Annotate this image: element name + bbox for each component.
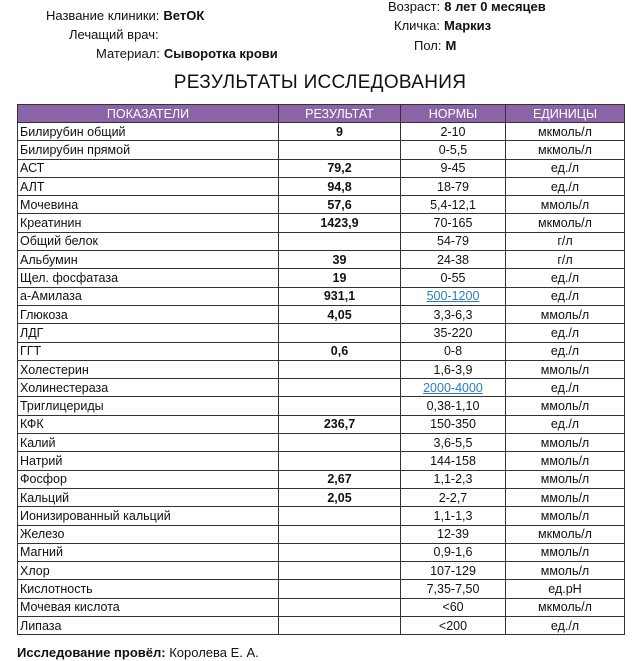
norm-range: 2-2,7 bbox=[401, 488, 506, 506]
norm-range: 54-79 bbox=[401, 232, 506, 250]
unit: мкмоль/л bbox=[506, 123, 625, 141]
table-row bbox=[18, 488, 625, 506]
parameter-name: Мочевина bbox=[18, 196, 279, 214]
report-title: РЕЗУЛЬТАТЫ ИССЛЕДОВАНИЯ bbox=[173, 72, 467, 93]
age-label: Возраст: bbox=[388, 0, 441, 14]
pet-name-value: Маркиз bbox=[444, 18, 492, 33]
table-row bbox=[18, 196, 625, 214]
norm-range: 7,35-7,50 bbox=[401, 580, 506, 598]
result-value: 931,1 bbox=[279, 287, 401, 305]
norm-range: 0-8 bbox=[401, 342, 506, 360]
unit: ммоль/л bbox=[506, 562, 625, 580]
doctor-row bbox=[69, 27, 163, 42]
table-row bbox=[18, 470, 625, 488]
table-row bbox=[18, 598, 625, 616]
table-row bbox=[18, 305, 625, 323]
norm-range: 0-55 bbox=[401, 269, 506, 287]
table-row bbox=[18, 397, 625, 415]
clinic-row bbox=[46, 8, 204, 23]
result-value: 1423,9 bbox=[279, 214, 401, 232]
result-value: 9 bbox=[279, 123, 401, 141]
table-row bbox=[18, 141, 625, 159]
unit: ед./л bbox=[506, 269, 625, 287]
norm-range: 1,1-1,3 bbox=[401, 507, 506, 525]
parameter-name: Железо bbox=[18, 525, 279, 543]
unit: ед./л bbox=[506, 617, 625, 635]
norm-range: 107-129 bbox=[401, 562, 506, 580]
parameter-name: Мочевая кислота bbox=[18, 598, 279, 616]
footer-value: Королева Е. А. bbox=[169, 645, 259, 660]
result-value bbox=[279, 525, 401, 543]
column-header-parameter: ПОКАЗАТЕЛИ bbox=[18, 105, 279, 123]
norm-range: 3,6-5,5 bbox=[401, 434, 506, 452]
result-value bbox=[279, 452, 401, 470]
parameter-name: Билирубин прямой bbox=[18, 141, 279, 159]
result-value bbox=[279, 507, 401, 525]
table-row bbox=[18, 525, 625, 543]
table-row bbox=[18, 562, 625, 580]
norm-range: 150-350 bbox=[401, 415, 506, 433]
unit: ед./л bbox=[506, 177, 625, 195]
unit: ммоль/л bbox=[506, 470, 625, 488]
parameter-name: Креатинин bbox=[18, 214, 279, 232]
sex-label: Пол: bbox=[414, 38, 442, 53]
unit: ммоль/л bbox=[506, 543, 625, 561]
unit: ммоль/л bbox=[506, 397, 625, 415]
norm-range: 1,6-3,9 bbox=[401, 360, 506, 378]
table-row bbox=[18, 434, 625, 452]
unit: ед./л bbox=[506, 159, 625, 177]
parameter-name: Кальций bbox=[18, 488, 279, 506]
norm-range: 70-165 bbox=[401, 214, 506, 232]
table-row bbox=[18, 379, 625, 397]
result-value bbox=[279, 397, 401, 415]
parameter-name: Холинестераза bbox=[18, 379, 279, 397]
result-value: 94,8 bbox=[279, 177, 401, 195]
parameter-name: Триглицериды bbox=[18, 397, 279, 415]
unit: ед./л bbox=[506, 415, 625, 433]
table-row bbox=[18, 452, 625, 470]
unit: ммоль/л bbox=[506, 452, 625, 470]
result-value bbox=[279, 543, 401, 561]
age-row bbox=[388, 0, 546, 14]
norm-range: 12-39 bbox=[401, 525, 506, 543]
results-table bbox=[17, 104, 625, 635]
result-value: 0,6 bbox=[279, 342, 401, 360]
parameter-name: Альбумин bbox=[18, 251, 279, 269]
norm-range: 0,38-1,10 bbox=[401, 397, 506, 415]
norm-range: <60 bbox=[401, 598, 506, 616]
unit: ммоль/л bbox=[506, 305, 625, 323]
table-body bbox=[18, 123, 625, 635]
parameter-name: Кислотность bbox=[18, 580, 279, 598]
norm-range: 0,9-1,6 bbox=[401, 543, 506, 561]
column-header-result: РЕЗУЛЬТАТ bbox=[279, 105, 401, 123]
unit: ммоль/л bbox=[506, 196, 625, 214]
table-row bbox=[18, 415, 625, 433]
unit: ммоль/л bbox=[506, 488, 625, 506]
table-row bbox=[18, 580, 625, 598]
result-value bbox=[279, 324, 401, 342]
parameter-name: Щел. фосфатаза bbox=[18, 269, 279, 287]
norm-range: 1,1-2,3 bbox=[401, 470, 506, 488]
sex-row bbox=[414, 38, 456, 53]
unit: г/л bbox=[506, 251, 625, 269]
result-value bbox=[279, 434, 401, 452]
table-row bbox=[18, 232, 625, 250]
table-row bbox=[18, 287, 625, 305]
table-row bbox=[18, 617, 625, 635]
norm-range-link[interactable]: 2000-4000 bbox=[423, 380, 483, 395]
result-value: 57,6 bbox=[279, 196, 401, 214]
sex-value: М bbox=[445, 38, 457, 53]
footer-label: Исследование провёл: bbox=[17, 645, 166, 660]
table-row bbox=[18, 543, 625, 561]
table-row bbox=[18, 507, 625, 525]
norm-range: 18-79 bbox=[401, 177, 506, 195]
norm-range: 24-38 bbox=[401, 251, 506, 269]
parameter-name: Общий белок bbox=[18, 232, 279, 250]
unit: мкмоль/л bbox=[506, 598, 625, 616]
column-header-unit: ЕДИНИЦЫ bbox=[506, 105, 625, 123]
unit: ммоль/л bbox=[506, 507, 625, 525]
parameter-name: Магний bbox=[18, 543, 279, 561]
result-value bbox=[279, 562, 401, 580]
parameter-name: Глюкоза bbox=[18, 305, 279, 323]
material-row bbox=[96, 46, 278, 61]
norm-range: 9-45 bbox=[401, 159, 506, 177]
doctor-label: Лечащий врач: bbox=[69, 27, 159, 42]
norm-range: <200 bbox=[401, 617, 506, 635]
norm-range: 144-158 bbox=[401, 452, 506, 470]
parameter-name: Липаза bbox=[18, 617, 279, 635]
norm-range: 35-220 bbox=[401, 324, 506, 342]
parameter-name: Хлор bbox=[18, 562, 279, 580]
parameter-name: АЛТ bbox=[18, 177, 279, 195]
table-row bbox=[18, 251, 625, 269]
unit: ммоль/л bbox=[506, 360, 625, 378]
result-value bbox=[279, 580, 401, 598]
parameter-name: Натрий bbox=[18, 452, 279, 470]
material-label: Материал: bbox=[96, 46, 160, 61]
unit: ед./л bbox=[506, 324, 625, 342]
parameter-name: а-Амилаза bbox=[18, 287, 279, 305]
result-value: 79,2 bbox=[279, 159, 401, 177]
result-value bbox=[279, 360, 401, 378]
table-row bbox=[18, 324, 625, 342]
result-value bbox=[279, 232, 401, 250]
clinic-label: Название клиники: bbox=[46, 8, 160, 23]
norm-range: 3,3-6,3 bbox=[401, 305, 506, 323]
norm-range: 0-5,5 bbox=[401, 141, 506, 159]
table-row bbox=[18, 159, 625, 177]
material-value: Сыворотка крови bbox=[163, 46, 278, 61]
parameter-name: Фосфор bbox=[18, 470, 279, 488]
table-header-row bbox=[18, 105, 625, 123]
norm-range: 5,4-12,1 bbox=[401, 196, 506, 214]
table-row bbox=[18, 123, 625, 141]
parameter-name: Холестерин bbox=[18, 360, 279, 378]
column-header-norm: НОРМЫ bbox=[401, 105, 506, 123]
parameter-name: АСТ bbox=[18, 159, 279, 177]
table-row bbox=[18, 360, 625, 378]
parameter-name: ЛДГ bbox=[18, 324, 279, 342]
unit: г/л bbox=[506, 232, 625, 250]
unit: ед./л bbox=[506, 379, 625, 397]
result-value: 4,05 bbox=[279, 305, 401, 323]
result-value bbox=[279, 617, 401, 635]
unit: мкмоль/л bbox=[506, 141, 625, 159]
age-value: 8 лет 0 месяцев bbox=[444, 0, 546, 14]
parameter-name: ГГТ bbox=[18, 342, 279, 360]
parameter-name: Билирубин общий bbox=[18, 123, 279, 141]
footer bbox=[17, 645, 259, 660]
parameter-name: Ионизированный кальций bbox=[18, 507, 279, 525]
unit: мкмоль/л bbox=[506, 525, 625, 543]
norm-range-link[interactable]: 500-1200 bbox=[426, 289, 480, 304]
table-row bbox=[18, 214, 625, 232]
result-value: 2,05 bbox=[279, 488, 401, 506]
norm-range bbox=[401, 287, 506, 305]
norm-range bbox=[401, 379, 506, 397]
result-value bbox=[279, 141, 401, 159]
result-value: 19 bbox=[279, 269, 401, 287]
table-row bbox=[18, 177, 625, 195]
unit: ед./л bbox=[506, 342, 625, 360]
unit: ед./л bbox=[506, 287, 625, 305]
pet-name-row bbox=[394, 18, 491, 33]
unit: ммоль/л bbox=[506, 434, 625, 452]
clinic-value: ВетОК bbox=[163, 8, 205, 23]
parameter-name: КФК bbox=[18, 415, 279, 433]
pet-name-label: Кличка: bbox=[394, 18, 441, 33]
table-row bbox=[18, 269, 625, 287]
result-value: 236,7 bbox=[279, 415, 401, 433]
unit: мкмоль/л bbox=[506, 214, 625, 232]
result-value: 2,67 bbox=[279, 470, 401, 488]
table-row bbox=[18, 342, 625, 360]
norm-range: 2-10 bbox=[401, 123, 506, 141]
result-value bbox=[279, 598, 401, 616]
result-value: 39 bbox=[279, 251, 401, 269]
parameter-name: Калий bbox=[18, 434, 279, 452]
unit: ед.pH bbox=[506, 580, 625, 598]
result-value bbox=[279, 379, 401, 397]
